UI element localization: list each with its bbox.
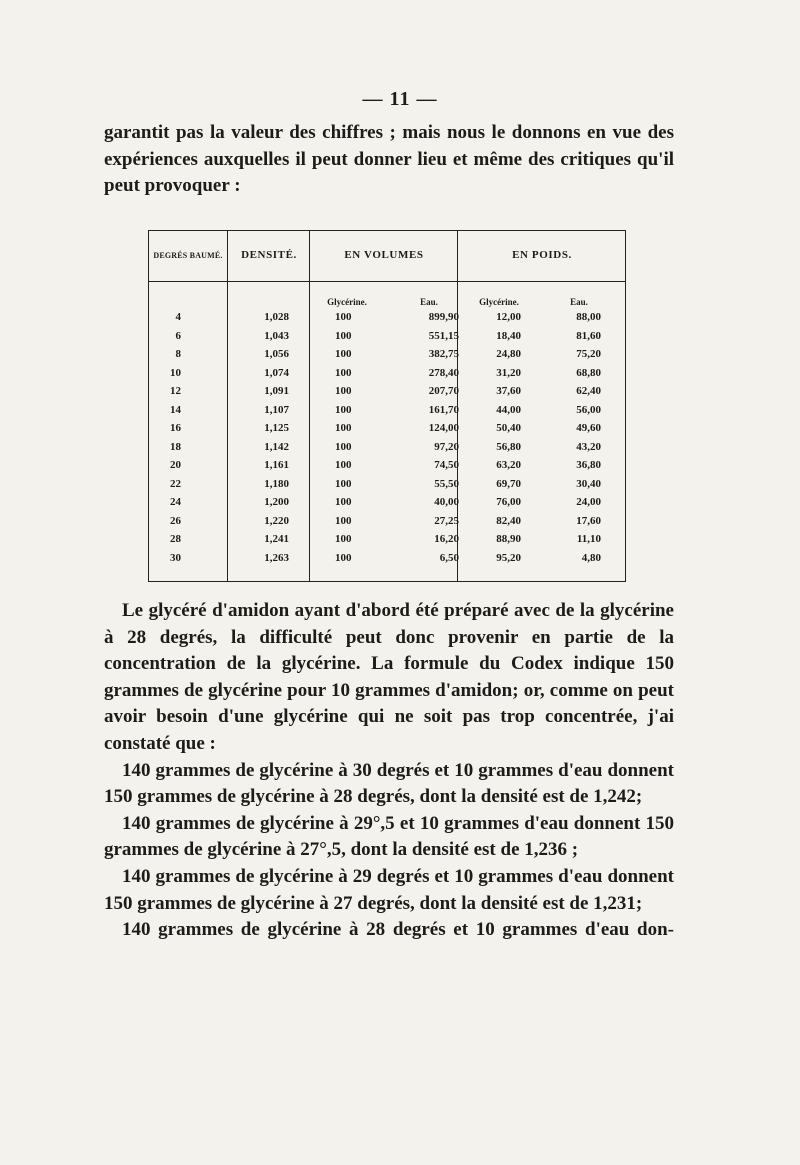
cell-glycerine-volumes: 100	[335, 311, 352, 323]
body-text	[104, 598, 674, 944]
cell-eau-volumes: 382,75	[428, 348, 459, 360]
cell-densite: 1,200	[264, 496, 289, 508]
density-table	[148, 230, 626, 582]
cell-eau-volumes: 899,90	[428, 311, 459, 323]
cell-degres: 12	[170, 385, 181, 397]
cell-eau-volumes: 207,70	[428, 385, 459, 397]
cell-densite: 1,180	[264, 477, 289, 490]
cell-glycerine-volumes: 100	[335, 440, 352, 453]
cell-densite: 1,125	[264, 422, 289, 434]
cell-glycerine-poids: 95,20	[496, 551, 521, 564]
cell-glycerine-volumes: 100	[335, 477, 352, 490]
cell-glycerine-volumes: 100	[335, 514, 352, 527]
table-row	[149, 330, 625, 348]
table-row	[149, 311, 625, 329]
cell-eau-poids: 49,60	[576, 422, 601, 434]
subheader-glycerine-poids: Glycérine.	[479, 297, 519, 307]
cell-eau-volumes: 55,50	[434, 477, 459, 490]
cell-glycerine-volumes: 100	[335, 496, 352, 508]
cell-glycerine-volumes: 100	[335, 403, 352, 416]
cell-eau-volumes: 40,00	[434, 496, 459, 508]
cell-densite: 1,161	[264, 459, 289, 471]
cell-eau-volumes: 161,70	[428, 403, 459, 416]
table-row	[149, 552, 625, 570]
cell-eau-poids: 4,80	[581, 551, 601, 564]
cell-glycerine-volumes: 100	[335, 459, 352, 471]
paragraph: 140 grammes de glycérine à 28 degrés et 10 grammes d'eau don-	[122, 919, 674, 941]
table-row	[149, 459, 625, 477]
cell-glycerine-poids: 24,80	[496, 348, 521, 360]
table-row	[149, 422, 625, 440]
cell-glycerine-volumes: 100	[335, 329, 352, 342]
subheader-glycerine-volumes: Glycérine.	[327, 297, 367, 307]
cell-eau-poids: 36,80	[576, 459, 601, 471]
cell-glycerine-volumes: 100	[335, 422, 352, 434]
paragraph: 140 grammes de glycérine à 29 degrés et 10 grammes d'eau donnent 150 grammes de glycérine à 27 degrés, dont la densité est de 1,231;	[104, 865, 674, 914]
cell-glycerine-volumes: 100	[335, 348, 352, 360]
cell-glycerine-volumes: 100	[335, 533, 352, 545]
table-row	[149, 441, 625, 459]
cell-degres: 4	[175, 311, 181, 323]
cell-glycerine-poids: 63,20	[496, 459, 521, 471]
table-row	[149, 496, 625, 514]
cell-glycerine-poids: 76,00	[496, 496, 521, 508]
cell-degres: 6	[175, 329, 181, 342]
cell-eau-poids: 43,20	[576, 440, 601, 453]
cell-degres: 10	[170, 366, 181, 379]
header-poids: EN POIDS.	[512, 249, 572, 261]
cell-glycerine-poids: 18,40	[496, 329, 521, 342]
cell-degres: 22	[170, 477, 181, 490]
cell-densite: 1,043	[264, 329, 289, 342]
paragraph: Le glycéré d'amidon ayant d'abord été préparé avec de la glycérine à 28 degrés, la difficulté peut donc provenir en partie de la concentration de la glycérine. La formule du Codex indique 150 grammes de glycérine pour 10 grammes d'amidon; or, comme on peut avoir besoin d'une glycérine qui ne soit pas trop concentrée, j'ai constaté que :	[104, 600, 674, 754]
subheader-eau-volumes: Eau.	[420, 297, 438, 307]
cell-densite: 1,091	[264, 385, 289, 397]
cell-glycerine-poids: 88,90	[496, 533, 521, 545]
header-volumes: EN VOLUMES	[344, 249, 424, 261]
cell-eau-poids: 81,60	[576, 329, 601, 342]
cell-degres: 8	[175, 348, 181, 360]
table-row	[149, 385, 625, 403]
cell-densite: 1,220	[264, 514, 289, 527]
header-degres: DEGRÉS BAUMÉ.	[153, 251, 223, 260]
cell-eau-poids: 30,40	[576, 477, 601, 490]
cell-glycerine-poids: 44,00	[496, 403, 521, 416]
cell-glycerine-poids: 50,40	[496, 422, 521, 434]
cell-glycerine-volumes: 100	[335, 366, 352, 379]
cell-glycerine-poids: 12,00	[496, 311, 521, 323]
subheader-eau-poids: Eau.	[570, 297, 588, 307]
cell-eau-volumes: 97,20	[434, 440, 459, 453]
cell-eau-poids: 68,80	[576, 366, 601, 379]
cell-eau-volumes: 74,50	[434, 459, 459, 471]
table-row	[149, 515, 625, 533]
table-row	[149, 478, 625, 496]
page-number: — 11 —	[362, 88, 438, 110]
cell-eau-volumes: 278,40	[428, 366, 459, 379]
table-row	[149, 348, 625, 366]
cell-glycerine-poids: 37,60	[496, 385, 521, 397]
table-header-rule	[149, 281, 625, 282]
cell-glycerine-poids: 56,80	[496, 440, 521, 453]
cell-eau-volumes: 6,50	[439, 551, 459, 564]
cell-eau-volumes: 551,15	[428, 329, 459, 342]
table-row	[149, 404, 625, 422]
cell-glycerine-volumes: 100	[335, 551, 352, 564]
cell-degres: 16	[170, 422, 181, 434]
cell-degres: 26	[170, 514, 181, 527]
cell-glycerine-poids: 82,40	[496, 514, 521, 527]
cell-degres: 18	[170, 440, 181, 453]
cell-eau-poids: 75,20	[576, 348, 601, 360]
cell-eau-volumes: 27,25	[434, 514, 459, 527]
header-densite: DENSITÉ.	[241, 249, 297, 261]
cell-degres: 30	[170, 551, 181, 564]
cell-densite: 1,263	[264, 551, 289, 564]
paragraph: 140 grammes de glycérine à 30 degrés et 10 grammes d'eau donnent 150 grammes de glycérine à 28 degrés, dont la densité est de 1,242;	[104, 759, 674, 808]
table-row	[149, 533, 625, 551]
cell-degres: 24	[170, 496, 181, 508]
cell-glycerine-poids: 31,20	[496, 366, 521, 379]
cell-eau-poids: 11,10	[576, 533, 601, 545]
cell-densite: 1,241	[264, 533, 289, 545]
table-row	[149, 367, 625, 385]
cell-densite: 1,107	[264, 403, 289, 416]
cell-glycerine-poids: 69,70	[496, 477, 521, 490]
cell-densite: 1,056	[264, 348, 289, 360]
cell-densite: 1,028	[264, 311, 289, 323]
cell-degres: 28	[170, 533, 181, 545]
intro-paragraph: garantit pas la valeur des chiffres ; mais nous le donnons en vue des expériences auxquelles il peut donner lieu et même des critiques qu'il peut provoquer :	[104, 122, 674, 196]
cell-eau-poids: 88,00	[576, 311, 601, 323]
cell-eau-poids: 24,00	[576, 496, 601, 508]
cell-degres: 20	[170, 459, 181, 471]
cell-eau-poids: 17,60	[576, 514, 601, 527]
cell-eau-volumes: 124,00	[428, 422, 459, 434]
cell-glycerine-volumes: 100	[335, 385, 352, 397]
cell-degres: 14	[170, 403, 181, 416]
cell-eau-poids: 56,00	[576, 403, 601, 416]
cell-densite: 1,074	[264, 366, 289, 379]
cell-densite: 1,142	[264, 440, 289, 453]
paragraph: 140 grammes de glycérine à 29°,5 et 10 grammes d'eau donnent 150 grammes de glycérine à 27°,5, dont la densité est de 1,236 ;	[104, 812, 674, 861]
cell-eau-volumes: 16,20	[434, 533, 459, 545]
cell-eau-poids: 62,40	[576, 385, 601, 397]
